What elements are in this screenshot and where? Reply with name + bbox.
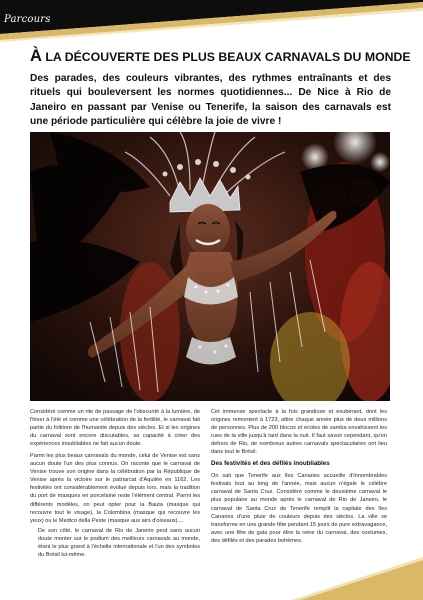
subheading: Des festivités et des défilés inoubliables [211, 460, 330, 468]
footer-band [0, 540, 423, 600]
article-title [30, 47, 411, 66]
paragraph: Considéré comme un rite de passage de l'obscurité à la lumière, de l'hiver à l'été et comme une célébration de la fertilité, le carnaval fait partie du folklore de l'humanité depuis des siècles. Et si les origines du carnaval sont encore discutables, sa capacité à créer des expériences inoubliables ne fait aucun doute. [30, 409, 200, 448]
section-label: Parcours [4, 14, 51, 25]
title-first-letter: À [30, 47, 42, 65]
paragraph: Parmi les plus beaux carnavals du monde, celui de Venise est sans aucun doute l'un des plus connus. On raconte que le carnaval de Venise trouve son origine dans la célébration par la République de Venise après la victoire sur le patriarcat d'Aquilée en 1162. Les festivités ont considérablement évolué depuis lors, mais la tradition du port de masques en porcelaine reste l'élément central. Parmi les différents modèles, on peut opter pour la Bauta (masque qui recouvre tout le visage), la Colombina (masque qui recouvre les yeux) ou le Medico della Peste (masque aux airs d'oiseaux).... [30, 453, 200, 524]
carnival-dancer-photo [30, 132, 390, 401]
paragraph: Cet immense spectacle à la fois grandiose et exubérant, dont les origines remontent à 1723, attire chaque année plus de deux millions de personnes. Plus de 200 blocos et écoles de samba envahissent les rues de la ville jusqu'à tard dans la nuit. Il faut savoir cependant, qu'en dehors de Rio, de nombreux autres carnavals spectaculaires ont lieu dans tout le Brésil. [211, 409, 387, 456]
article-intro: Des parades, des couleurs vibrantes, des rythmes entraînants et des rituels qui bouleversent les normes quotidiennes... De Nice à Rio de Janeiro en passant par Venise ou Tenerife, la saison des carnavals est une période particulière qui célèbre la joie de vivre ! [30, 73, 391, 127]
title-text: LA DÉCOUVERTE DES PLUS BEAUX CARNAVALS DU MONDE [41, 50, 411, 64]
text-column-right [211, 408, 387, 546]
text-column-left [30, 408, 200, 560]
paragraph: De son côté, le carnaval de Rio de Janeiro peut sans aucun doute monter sur le podium des meilleurs carnavals au monde, étant le plus grand à l'échelle internationale et l'un des symboles du Brésil lui-même. [38, 527, 200, 558]
paragraph: On sait que Tenerife aux îles Canaries accueille d'innombrables festivals tout au long de l'année, mais aucun n'égale le célèbre carnaval de Santa Cruz. Considéré comme le deuxième carnaval le plus populaire au monde après le carnaval de Rio de Janeiro, le carnaval de Santa Cruz de Tenerife remplit la capitale des îles Canaries d'une pluie de couleurs depuis des siècles. La ville se transforme en une grande fête pendant 15 jours de pure extravagance, avec une fête de gala pour élire la reine du carnaval, des costumes, des défilés et des parades bohèmes. [211, 473, 387, 544]
